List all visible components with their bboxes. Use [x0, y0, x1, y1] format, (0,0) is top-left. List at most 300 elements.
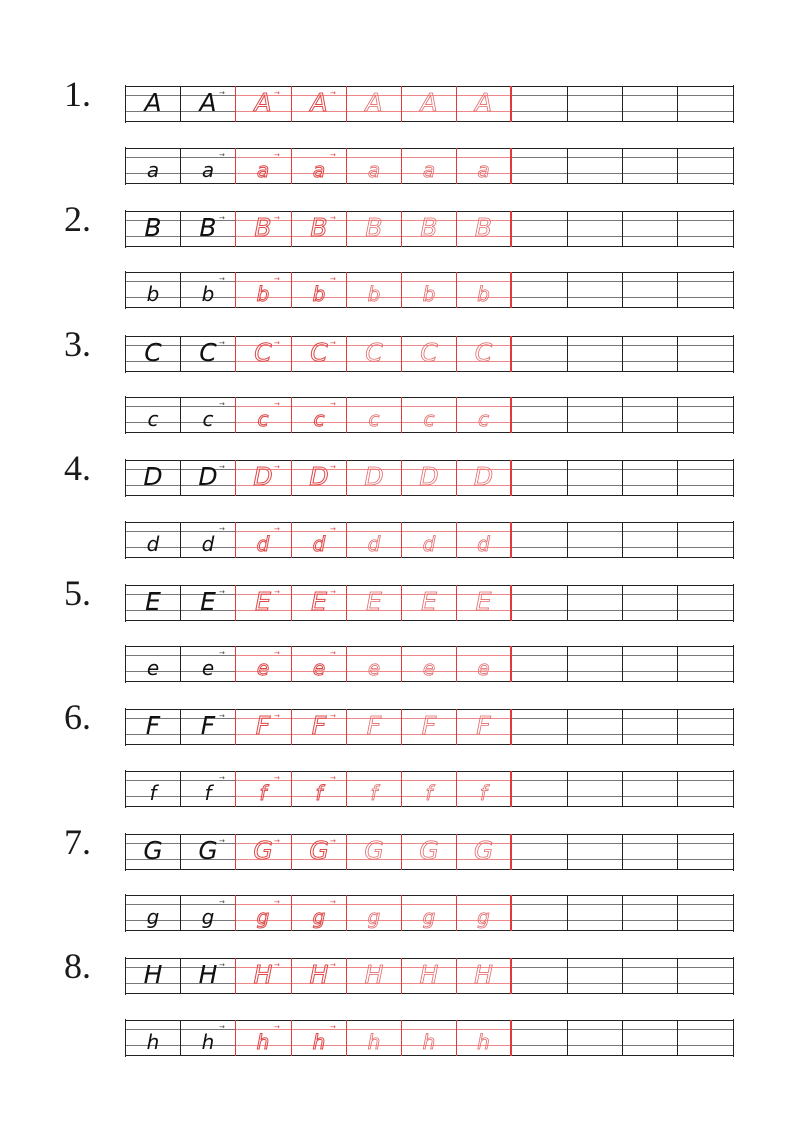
trace-letter: D [473, 462, 494, 491]
stroke-order-cell[interactable] [180, 272, 235, 308]
trace-letter: E [366, 587, 382, 616]
empty-writing-cell[interactable] [567, 1020, 622, 1056]
trace-letter: e [477, 656, 490, 680]
practice-row-upper [0, 573, 793, 623]
practice-row-lower [0, 397, 793, 435]
trace-letter: e [201, 656, 215, 680]
practice-row-lower [0, 148, 793, 186]
empty-writing-cell[interactable] [677, 585, 732, 621]
stroke-order-cell[interactable] [180, 522, 235, 558]
trace-letter-cell[interactable] [346, 1020, 401, 1056]
stroke-order-arrow-icon: → [219, 525, 225, 533]
stroke-order-arrow-icon: → [219, 588, 225, 596]
trace-letter-cell[interactable] [346, 958, 401, 994]
trace-letter-cell[interactable] [235, 397, 290, 433]
trace-letter-cell[interactable] [456, 771, 511, 807]
model-letter: A [144, 88, 162, 117]
empty-writing-cell[interactable] [677, 148, 732, 184]
trace-letter-cell[interactable] [456, 1020, 511, 1056]
empty-writing-cell[interactable] [622, 211, 677, 247]
empty-writing-cell[interactable] [677, 86, 732, 122]
model-letter-cell[interactable] [125, 834, 180, 870]
trace-letter-cell[interactable] [235, 86, 290, 122]
practice-row-lower [0, 1020, 793, 1058]
trace-letter-cell[interactable] [346, 211, 401, 247]
stroke-order-cell[interactable] [180, 211, 235, 247]
model-letter-cell[interactable] [125, 771, 180, 807]
trace-letter-cell[interactable] [235, 272, 290, 308]
empty-writing-cell[interactable] [677, 211, 732, 247]
trace-letter-cell[interactable] [346, 585, 401, 621]
trace-letter: H [419, 960, 439, 989]
empty-writing-cell[interactable] [677, 272, 732, 308]
trace-letter: f [479, 781, 488, 805]
empty-writing-cell[interactable] [567, 272, 622, 308]
model-letter: B [144, 213, 162, 242]
row-number: 5. [64, 573, 91, 613]
trace-letter: g [312, 905, 326, 929]
stroke-order-arrow-icon: → [274, 898, 280, 906]
trace-letter: e [422, 656, 436, 680]
trace-letter-cell[interactable] [401, 336, 456, 372]
empty-writing-cell[interactable] [677, 834, 732, 870]
trace-letter-cell[interactable] [456, 834, 511, 870]
trace-letter: b [422, 282, 436, 306]
trace-letter-cell[interactable] [401, 585, 456, 621]
empty-writing-cell[interactable] [677, 958, 732, 994]
model-letter: a [146, 158, 160, 182]
model-letter-cell[interactable] [125, 211, 180, 247]
trace-letter-cell[interactable] [346, 895, 401, 931]
model-letter: f [149, 781, 157, 805]
trace-letter-cell[interactable] [235, 646, 290, 682]
stroke-order-arrow-icon: → [330, 525, 336, 533]
trace-letter-cell[interactable] [401, 272, 456, 308]
empty-writing-cell[interactable] [677, 709, 732, 745]
empty-writing-cell[interactable] [567, 460, 622, 496]
grid-end-edge [733, 521, 734, 559]
practice-row-upper [0, 324, 793, 374]
model-letter-cell[interactable] [125, 1020, 180, 1056]
trace-letter-cell[interactable] [456, 958, 511, 994]
empty-writing-cell[interactable] [622, 958, 677, 994]
stroke-order-arrow-icon: → [330, 214, 336, 222]
empty-writing-cell[interactable] [567, 86, 622, 122]
trace-letter: h [477, 1030, 490, 1054]
trace-letter-cell[interactable] [456, 336, 511, 372]
empty-writing-cell[interactable] [622, 336, 677, 372]
stroke-order-arrow-icon: → [274, 774, 280, 782]
empty-writing-cell[interactable] [511, 895, 566, 931]
empty-writing-cell[interactable] [622, 1020, 677, 1056]
grid-end-edge [733, 770, 734, 808]
trace-letter: h [256, 1030, 270, 1054]
empty-writing-cell[interactable] [622, 86, 677, 122]
empty-writing-cell[interactable] [567, 834, 622, 870]
empty-writing-cell[interactable] [622, 585, 677, 621]
stroke-order-arrow-icon: → [330, 712, 336, 720]
trace-letter-cell[interactable] [401, 148, 456, 184]
trace-letter: D [364, 462, 384, 491]
model-letter: E [145, 587, 161, 616]
trace-letter-cell[interactable] [291, 585, 346, 621]
stroke-order-cell[interactable] [180, 585, 235, 621]
empty-writing-cell[interactable] [677, 1020, 732, 1056]
trace-letter: h [422, 1030, 436, 1054]
trace-letter-cell[interactable] [291, 148, 346, 184]
four-line-grid [125, 834, 733, 870]
stroke-order-arrow-icon: → [274, 837, 280, 845]
stroke-order-cell[interactable] [180, 646, 235, 682]
empty-writing-cell[interactable] [511, 771, 566, 807]
trace-letter: A [199, 88, 217, 117]
empty-writing-cell[interactable] [622, 709, 677, 745]
stroke-order-cell[interactable] [180, 709, 235, 745]
trace-letter-cell[interactable] [291, 336, 346, 372]
trace-letter: b [201, 282, 215, 306]
trace-letter-cell[interactable] [456, 895, 511, 931]
stroke-order-arrow-icon: → [274, 89, 280, 97]
empty-writing-cell[interactable] [622, 522, 677, 558]
empty-writing-cell[interactable] [622, 148, 677, 184]
stroke-order-arrow-icon: → [330, 339, 336, 347]
trace-letter-cell[interactable] [291, 522, 346, 558]
empty-writing-cell[interactable] [677, 771, 732, 807]
trace-letter: d [201, 532, 215, 556]
trace-letter-cell[interactable] [291, 1020, 346, 1056]
trace-letter: a [201, 158, 215, 182]
trace-letter: e [367, 656, 381, 680]
empty-writing-cell[interactable] [511, 1020, 566, 1056]
model-letter: d [146, 532, 160, 556]
model-letter-cell[interactable] [125, 646, 180, 682]
trace-letter-cell[interactable] [235, 709, 290, 745]
trace-letter: B [420, 213, 438, 242]
trace-letter-cell[interactable] [235, 211, 290, 247]
trace-letter-cell[interactable] [291, 86, 346, 122]
practice-row-upper [0, 74, 793, 124]
four-line-grid [125, 585, 733, 621]
trace-letter: h [367, 1030, 381, 1054]
practice-row-lower [0, 771, 793, 809]
stroke-order-arrow-icon: → [219, 898, 225, 906]
stroke-order-arrow-icon: → [219, 463, 225, 471]
grid-end-edge [733, 708, 734, 746]
trace-letter-cell[interactable] [291, 834, 346, 870]
trace-letter-cell[interactable] [456, 585, 511, 621]
trace-letter: g [477, 905, 490, 929]
trace-letter-cell[interactable] [235, 148, 290, 184]
trace-letter-cell[interactable] [401, 86, 456, 122]
trace-letter-cell[interactable] [346, 397, 401, 433]
trace-letter: B [365, 213, 383, 242]
trace-letter-cell[interactable] [456, 86, 511, 122]
stroke-order-arrow-icon: → [330, 1023, 336, 1031]
trace-letter: a [367, 158, 381, 182]
empty-writing-cell[interactable] [511, 834, 566, 870]
stroke-order-arrow-icon: → [274, 151, 280, 159]
trace-letter-cell[interactable] [401, 460, 456, 496]
stroke-order-arrow-icon: → [274, 961, 280, 969]
model-letter-cell[interactable] [125, 397, 180, 433]
four-line-grid [125, 397, 733, 433]
trace-letter-cell[interactable] [401, 958, 456, 994]
trace-letter-cell[interactable] [456, 646, 511, 682]
empty-writing-cell[interactable] [567, 958, 622, 994]
empty-writing-cell[interactable] [677, 646, 732, 682]
empty-writing-cell[interactable] [511, 211, 566, 247]
empty-writing-cell[interactable] [511, 397, 566, 433]
stroke-order-arrow-icon: → [274, 275, 280, 283]
trace-letter-cell[interactable] [401, 771, 456, 807]
empty-writing-cell[interactable] [567, 771, 622, 807]
trace-letter: E [421, 587, 437, 616]
trace-letter-cell[interactable] [401, 397, 456, 433]
trace-letter: g [422, 905, 436, 929]
four-line-grid [125, 709, 733, 745]
empty-writing-cell[interactable] [622, 460, 677, 496]
trace-letter-cell[interactable] [291, 646, 346, 682]
empty-writing-cell[interactable] [622, 272, 677, 308]
practice-row-lower [0, 646, 793, 684]
empty-writing-cell[interactable] [567, 397, 622, 433]
model-letter: C [144, 338, 162, 367]
trace-letter: c [368, 407, 380, 431]
trace-letter-cell[interactable] [456, 148, 511, 184]
trace-letter: F [255, 711, 271, 740]
trace-letter-cell[interactable] [291, 958, 346, 994]
trace-letter-cell[interactable] [346, 460, 401, 496]
row-number: 6. [64, 697, 91, 737]
trace-letter: D [419, 462, 439, 491]
model-letter: H [143, 960, 163, 989]
trace-letter-cell[interactable] [291, 211, 346, 247]
trace-letter-cell[interactable] [401, 709, 456, 745]
model-letter-cell[interactable] [125, 86, 180, 122]
four-line-grid [125, 86, 733, 122]
trace-letter: a [422, 158, 436, 182]
model-letter-cell[interactable] [125, 895, 180, 931]
grid-end-edge [733, 459, 734, 497]
trace-letter: E [200, 587, 216, 616]
trace-letter-cell[interactable] [401, 522, 456, 558]
trace-letter-cell[interactable] [401, 1020, 456, 1056]
trace-letter: b [312, 282, 326, 306]
model-letter: F [145, 711, 161, 740]
stroke-order-cell[interactable] [180, 336, 235, 372]
trace-letter: C [199, 338, 217, 367]
trace-letter-cell[interactable] [401, 646, 456, 682]
empty-writing-cell[interactable] [511, 709, 566, 745]
grid-end-edge [733, 957, 734, 995]
stroke-order-arrow-icon: → [330, 275, 336, 283]
row-number: 4. [64, 448, 91, 488]
empty-writing-cell[interactable] [622, 834, 677, 870]
trace-letter: F [476, 711, 491, 740]
practice-row-upper [0, 448, 793, 498]
trace-letter-cell[interactable] [235, 771, 290, 807]
trace-letter-cell[interactable] [291, 460, 346, 496]
four-line-grid [125, 771, 733, 807]
stroke-order-arrow-icon: → [330, 898, 336, 906]
empty-writing-cell[interactable] [677, 336, 732, 372]
trace-letter-cell[interactable] [401, 895, 456, 931]
empty-writing-cell[interactable] [677, 460, 732, 496]
trace-letter: b [477, 282, 490, 306]
empty-writing-cell[interactable] [622, 397, 677, 433]
empty-writing-cell[interactable] [567, 148, 622, 184]
empty-writing-cell[interactable] [567, 336, 622, 372]
empty-writing-cell[interactable] [511, 86, 566, 122]
empty-writing-cell[interactable] [622, 895, 677, 931]
empty-writing-cell[interactable] [677, 895, 732, 931]
trace-letter: h [201, 1030, 215, 1054]
empty-writing-cell[interactable] [622, 771, 677, 807]
trace-letter: b [367, 282, 381, 306]
empty-writing-cell[interactable] [677, 522, 732, 558]
model-letter: h [146, 1030, 160, 1054]
trace-letter: A [474, 88, 493, 117]
model-letter-cell[interactable] [125, 272, 180, 308]
trace-letter-cell[interactable] [456, 709, 511, 745]
empty-writing-cell[interactable] [567, 522, 622, 558]
model-letter-cell[interactable] [125, 336, 180, 372]
trace-letter-cell[interactable] [456, 272, 511, 308]
stroke-order-arrow-icon: → [219, 400, 225, 408]
four-line-grid [125, 646, 733, 682]
empty-writing-cell[interactable] [511, 148, 566, 184]
trace-letter-cell[interactable] [291, 895, 346, 931]
stroke-order-arrow-icon: → [219, 151, 225, 159]
trace-letter-cell[interactable] [235, 1020, 290, 1056]
trace-letter: H [474, 960, 493, 989]
model-letter: g [146, 905, 160, 929]
trace-letter-cell[interactable] [346, 148, 401, 184]
stroke-order-arrow-icon: → [219, 1023, 225, 1031]
empty-writing-cell[interactable] [511, 958, 566, 994]
trace-letter: g [367, 905, 381, 929]
model-letter: D [143, 462, 163, 491]
four-line-grid [125, 272, 733, 308]
empty-writing-cell[interactable] [511, 522, 566, 558]
trace-letter: E [311, 587, 327, 616]
trace-letter: B [474, 213, 493, 242]
trace-letter-cell[interactable] [456, 211, 511, 247]
practice-row-upper [0, 946, 793, 996]
trace-letter-cell[interactable] [235, 585, 290, 621]
trace-letter: F [311, 711, 327, 740]
trace-letter-cell[interactable] [346, 336, 401, 372]
trace-letter: D [253, 462, 273, 491]
trace-letter: B [199, 213, 217, 242]
trace-letter: F [421, 711, 437, 740]
trace-letter-cell[interactable] [346, 86, 401, 122]
empty-writing-cell[interactable] [567, 895, 622, 931]
empty-writing-cell[interactable] [622, 646, 677, 682]
stroke-order-cell[interactable] [180, 86, 235, 122]
empty-writing-cell[interactable] [567, 709, 622, 745]
trace-letter: G [253, 836, 273, 865]
empty-writing-cell[interactable] [511, 272, 566, 308]
model-letter-cell[interactable] [125, 958, 180, 994]
stroke-order-cell[interactable] [180, 1020, 235, 1056]
model-letter-cell[interactable] [125, 522, 180, 558]
empty-writing-cell[interactable] [567, 646, 622, 682]
trace-letter: a [256, 158, 270, 182]
stroke-order-cell[interactable] [180, 397, 235, 433]
trace-letter-cell[interactable] [456, 460, 511, 496]
trace-letter-cell[interactable] [291, 771, 346, 807]
trace-letter-cell[interactable] [456, 397, 511, 433]
trace-letter-cell[interactable] [346, 771, 401, 807]
model-letter-cell[interactable] [125, 709, 180, 745]
stroke-order-cell[interactable] [180, 460, 235, 496]
model-letter-cell[interactable] [125, 585, 180, 621]
practice-row-lower [0, 272, 793, 310]
model-letter-cell[interactable] [125, 460, 180, 496]
trace-letter-cell[interactable] [235, 834, 290, 870]
trace-letter-cell[interactable] [401, 834, 456, 870]
practice-row-upper [0, 199, 793, 249]
trace-letter: c [257, 407, 269, 431]
row-number: 1. [64, 74, 91, 114]
trace-letter-cell[interactable] [235, 958, 290, 994]
stroke-order-cell[interactable] [180, 958, 235, 994]
empty-writing-cell[interactable] [511, 336, 566, 372]
empty-writing-cell[interactable] [511, 646, 566, 682]
trace-letter-cell[interactable] [346, 709, 401, 745]
stroke-order-arrow-icon: → [219, 774, 225, 782]
stroke-order-cell[interactable] [180, 895, 235, 931]
grid-end-edge [733, 147, 734, 185]
trace-letter: c [313, 407, 325, 431]
stroke-order-arrow-icon: → [274, 649, 280, 657]
four-line-grid [125, 148, 733, 184]
stroke-order-cell[interactable] [180, 834, 235, 870]
trace-letter-cell[interactable] [235, 522, 290, 558]
trace-letter-cell[interactable] [235, 460, 290, 496]
trace-letter-cell[interactable] [346, 646, 401, 682]
trace-letter-cell[interactable] [235, 895, 290, 931]
trace-letter-cell[interactable] [235, 336, 290, 372]
stroke-order-cell[interactable] [180, 148, 235, 184]
trace-letter: f [370, 781, 378, 805]
trace-letter-cell[interactable] [346, 834, 401, 870]
stroke-order-arrow-icon: → [330, 588, 336, 596]
four-line-grid [125, 460, 733, 496]
trace-letter-cell[interactable] [456, 522, 511, 558]
empty-writing-cell[interactable] [567, 211, 622, 247]
trace-letter-cell[interactable] [291, 272, 346, 308]
trace-letter-cell[interactable] [401, 211, 456, 247]
trace-letter: H [253, 960, 273, 989]
trace-letter-cell[interactable] [346, 272, 401, 308]
model-letter-cell[interactable] [125, 148, 180, 184]
stroke-order-arrow-icon: → [219, 275, 225, 283]
stroke-order-arrow-icon: → [219, 837, 225, 845]
empty-writing-cell[interactable] [677, 397, 732, 433]
empty-writing-cell[interactable] [511, 585, 566, 621]
stroke-order-arrow-icon: → [330, 89, 336, 97]
trace-letter-cell[interactable] [291, 709, 346, 745]
trace-letter: f [425, 781, 433, 805]
empty-writing-cell[interactable] [511, 460, 566, 496]
four-line-grid [125, 522, 733, 558]
trace-letter-cell[interactable] [291, 397, 346, 433]
stroke-order-cell[interactable] [180, 771, 235, 807]
empty-writing-cell[interactable] [567, 585, 622, 621]
trace-letter-cell[interactable] [346, 522, 401, 558]
